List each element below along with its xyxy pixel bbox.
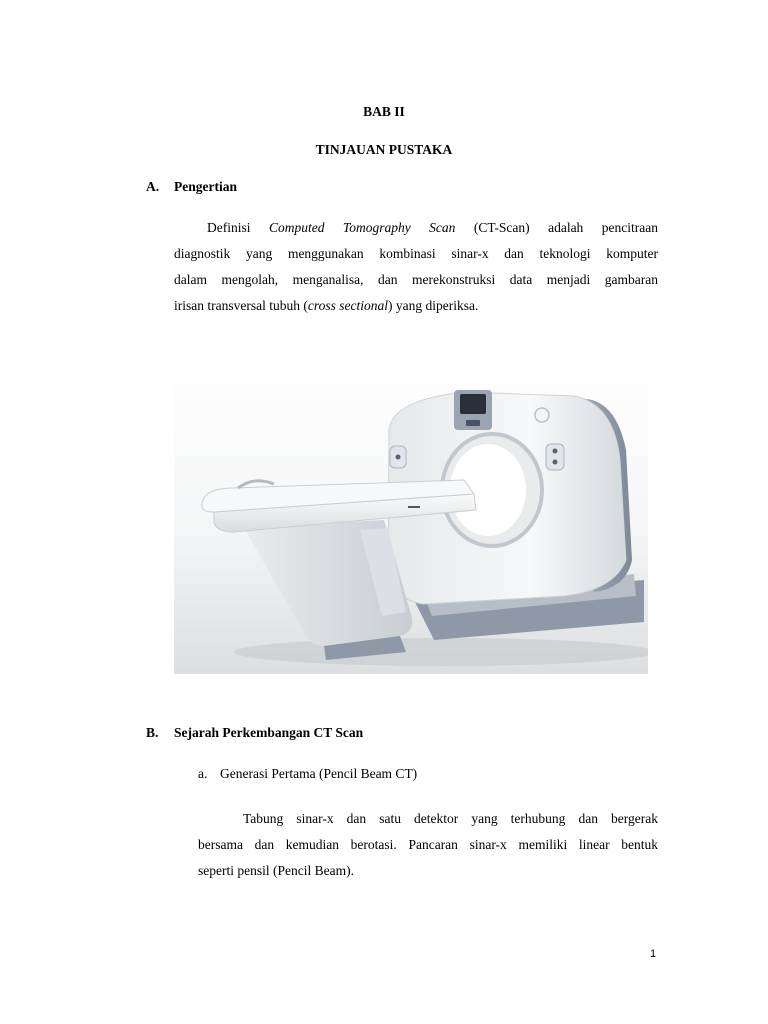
para-line: irisan transversal tubuh (cross sectional) yang diperiksa.	[174, 298, 479, 313]
para-line: Definisi Computed Tomography Scan (CT-Scan) adalah pencitraan	[207, 220, 658, 235]
ct-scanner-illustration	[174, 360, 648, 674]
section-a-number: A.	[146, 179, 160, 194]
chapter-heading: BAB II	[363, 104, 405, 119]
para-line: bersama dan kemudian berotasi. Pancaran sinar-x memiliki linear bentuk	[198, 837, 658, 852]
subsection-a-title: Generasi Pertama (Pencil Beam CT)	[220, 766, 418, 781]
ct-scanner-image	[174, 360, 648, 674]
chapter-title: TINJAUAN PUSTAKA	[315, 142, 453, 157]
para-line: seperti pensil (Pencil Beam).	[198, 863, 354, 878]
section-a-paragraph	[174, 215, 658, 319]
para-line: dalam mengolah, menganalisa, dan merekonstruksi data menjadi gambaran	[174, 272, 658, 287]
section-b-number: B.	[146, 725, 159, 740]
para-line: diagnostik yang menggunakan kombinasi sinar-x dan teknologi komputer	[174, 246, 658, 261]
page-number: 1	[650, 948, 657, 960]
para-line: Tabung sinar-x dan satu detektor yang terhubung dan bergerak	[243, 811, 658, 826]
section-b-title: Sejarah Perkembangan CT Scan	[174, 725, 364, 740]
subsection-a-number: a.	[198, 766, 208, 781]
section-b-paragraph	[198, 806, 658, 884]
section-a-title: Pengertian	[174, 179, 237, 194]
